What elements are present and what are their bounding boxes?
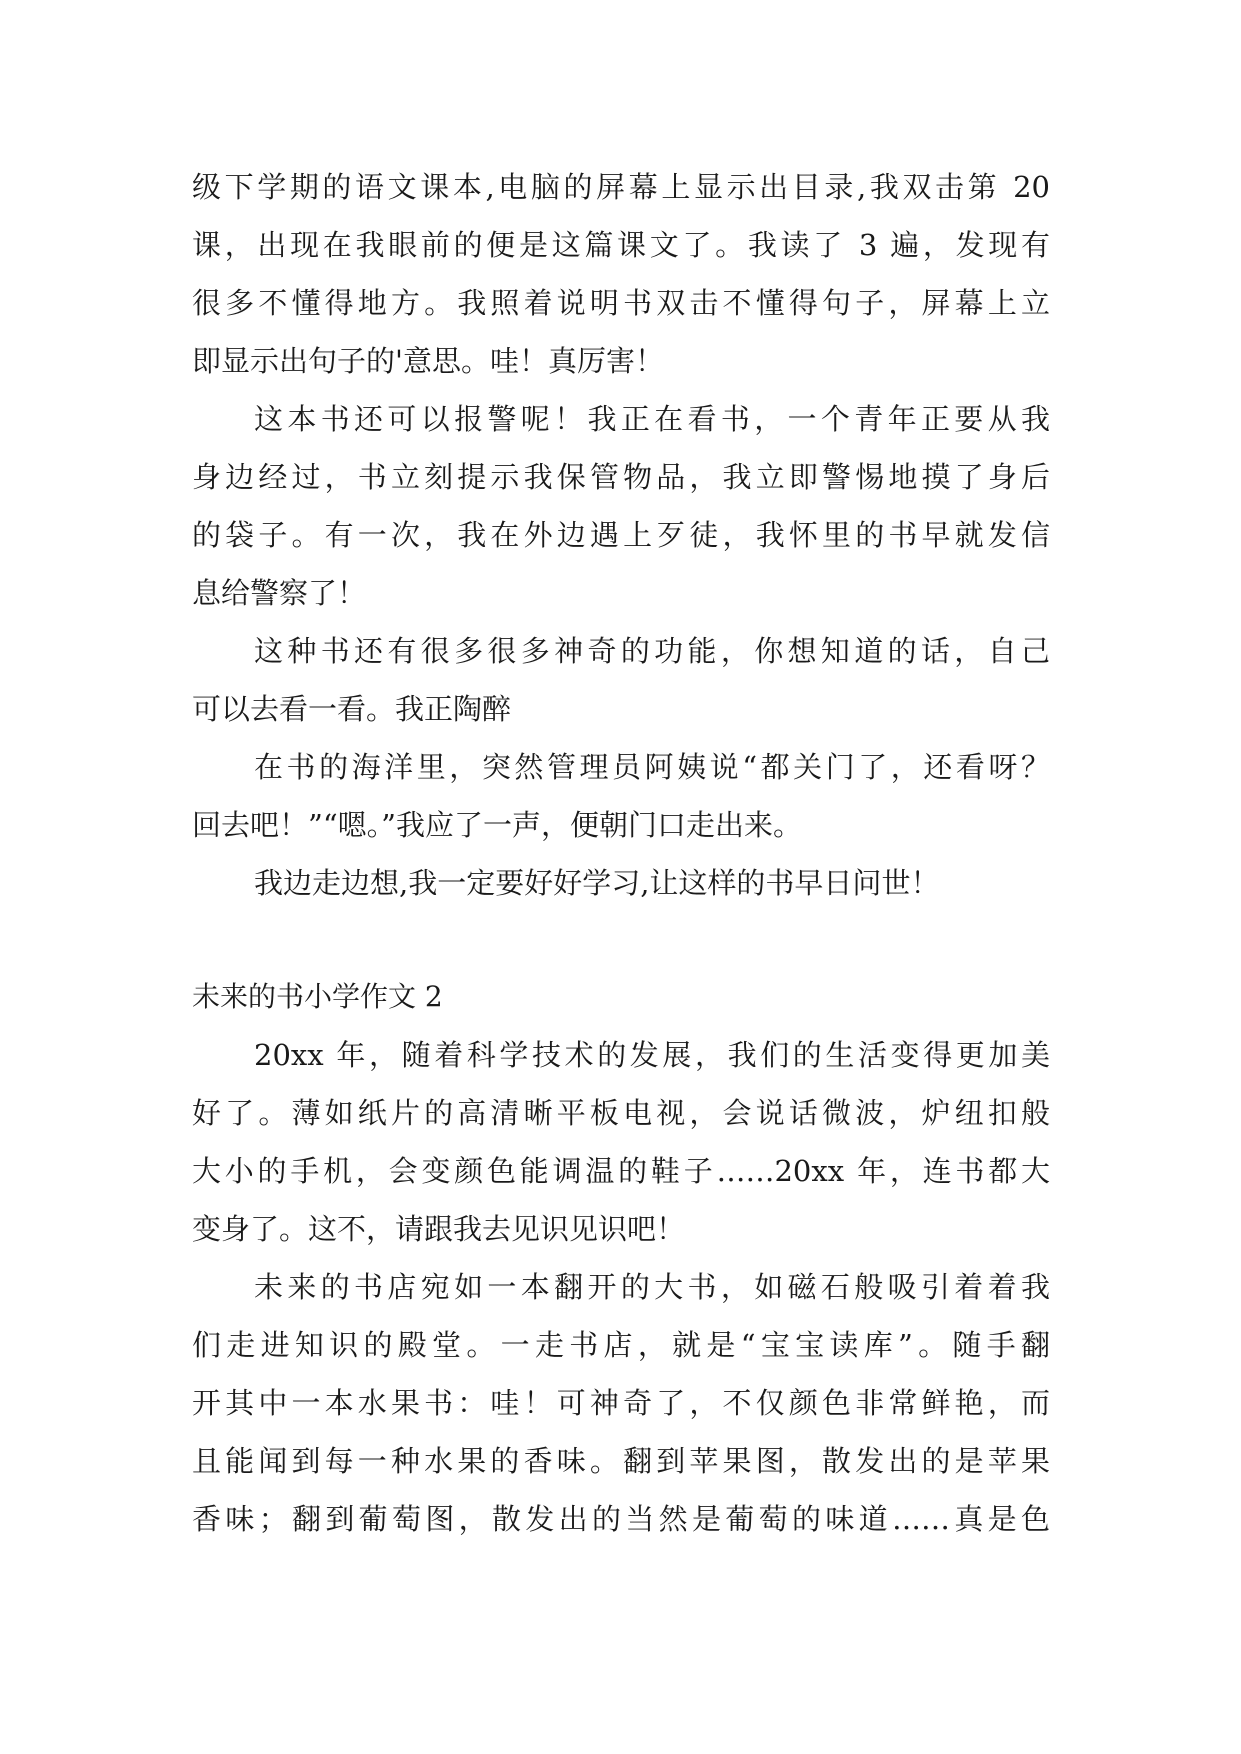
paragraph-line: 20xx 年，随着科学技术的发展，我们的生活变得更加美 [254, 1038, 1050, 1072]
paragraph-line: 们走进知识的殿堂。一走书店，就是“宝宝读库”。随手翻 [192, 1328, 1050, 1362]
paragraph-line: 开其中一本水果书：哇！可神奇了，不仅颜色非常鲜艳，而 [192, 1386, 1050, 1420]
body-section-1 [192, 158, 1050, 912]
paragraph-line: 未来的书店宛如一本翻开的大书，如磁石般吸引着着我 [254, 1270, 1050, 1304]
paragraph-line: 很多不懂得地方。我照着说明书双击不懂得句子，屏幕上立 [192, 286, 1050, 320]
section-heading: 未来的书小学作文 2 [192, 980, 443, 1013]
paragraph-line: 香味；翻到葡萄图，散发出的当然是葡萄的味道……真是色 [192, 1502, 1050, 1536]
paragraph-line: 即显示出句子的'意思。哇！真厉害！ [192, 344, 664, 378]
paragraph-line: 变身了。这不，请跟我去见识见识吧！ [192, 1212, 686, 1246]
paragraph-line: 且能闻到每一种水果的香味。翻到苹果图，散发出的是苹果 [192, 1444, 1050, 1478]
body-section-2 [192, 1026, 1050, 1548]
paragraph-line: 的袋子。有一次，我在外边遇上歹徒，我怀里的书早就发信 [192, 518, 1050, 552]
paragraph-line: 回去吧！”“嗯。”我应了一声，便朝门口走出来。 [192, 808, 802, 842]
paragraph-line: 级下学期的语文课本,电脑的屏幕上显示出目录,我双击第 20 [192, 170, 1050, 204]
paragraph-line: 身边经过，书立刻提示我保管物品，我立即警惕地摸了身后 [192, 460, 1050, 494]
paragraph-line: 好了。薄如纸片的高清晰平板电视，会说话微波，炉纽扣般 [192, 1096, 1050, 1130]
paragraph-line: 在书的海洋里，突然管理员阿姨说“都关门了，还看呀？ [254, 750, 1050, 784]
paragraph-line: 息给警察了！ [192, 576, 367, 610]
paragraph-line: 我边走边想,我一定要好好学习,让这样的书早日问世！ [254, 866, 940, 900]
paragraph-line: 这种书还有很多很多神奇的功能，你想知道的话，自己 [254, 634, 1050, 668]
paragraph-line: 可以去看一看。我正陶醉 [192, 692, 512, 726]
paragraph-line: 这本书还可以报警呢！我正在看书，一个青年正要从我 [254, 402, 1050, 436]
paragraph-line: 大小的手机，会变颜色能调温的鞋子……20xx 年，连书都大 [192, 1154, 1050, 1188]
paragraph-line: 课，出现在我眼前的便是这篇课文了。我读了 3 遍，发现有 [192, 228, 1050, 262]
